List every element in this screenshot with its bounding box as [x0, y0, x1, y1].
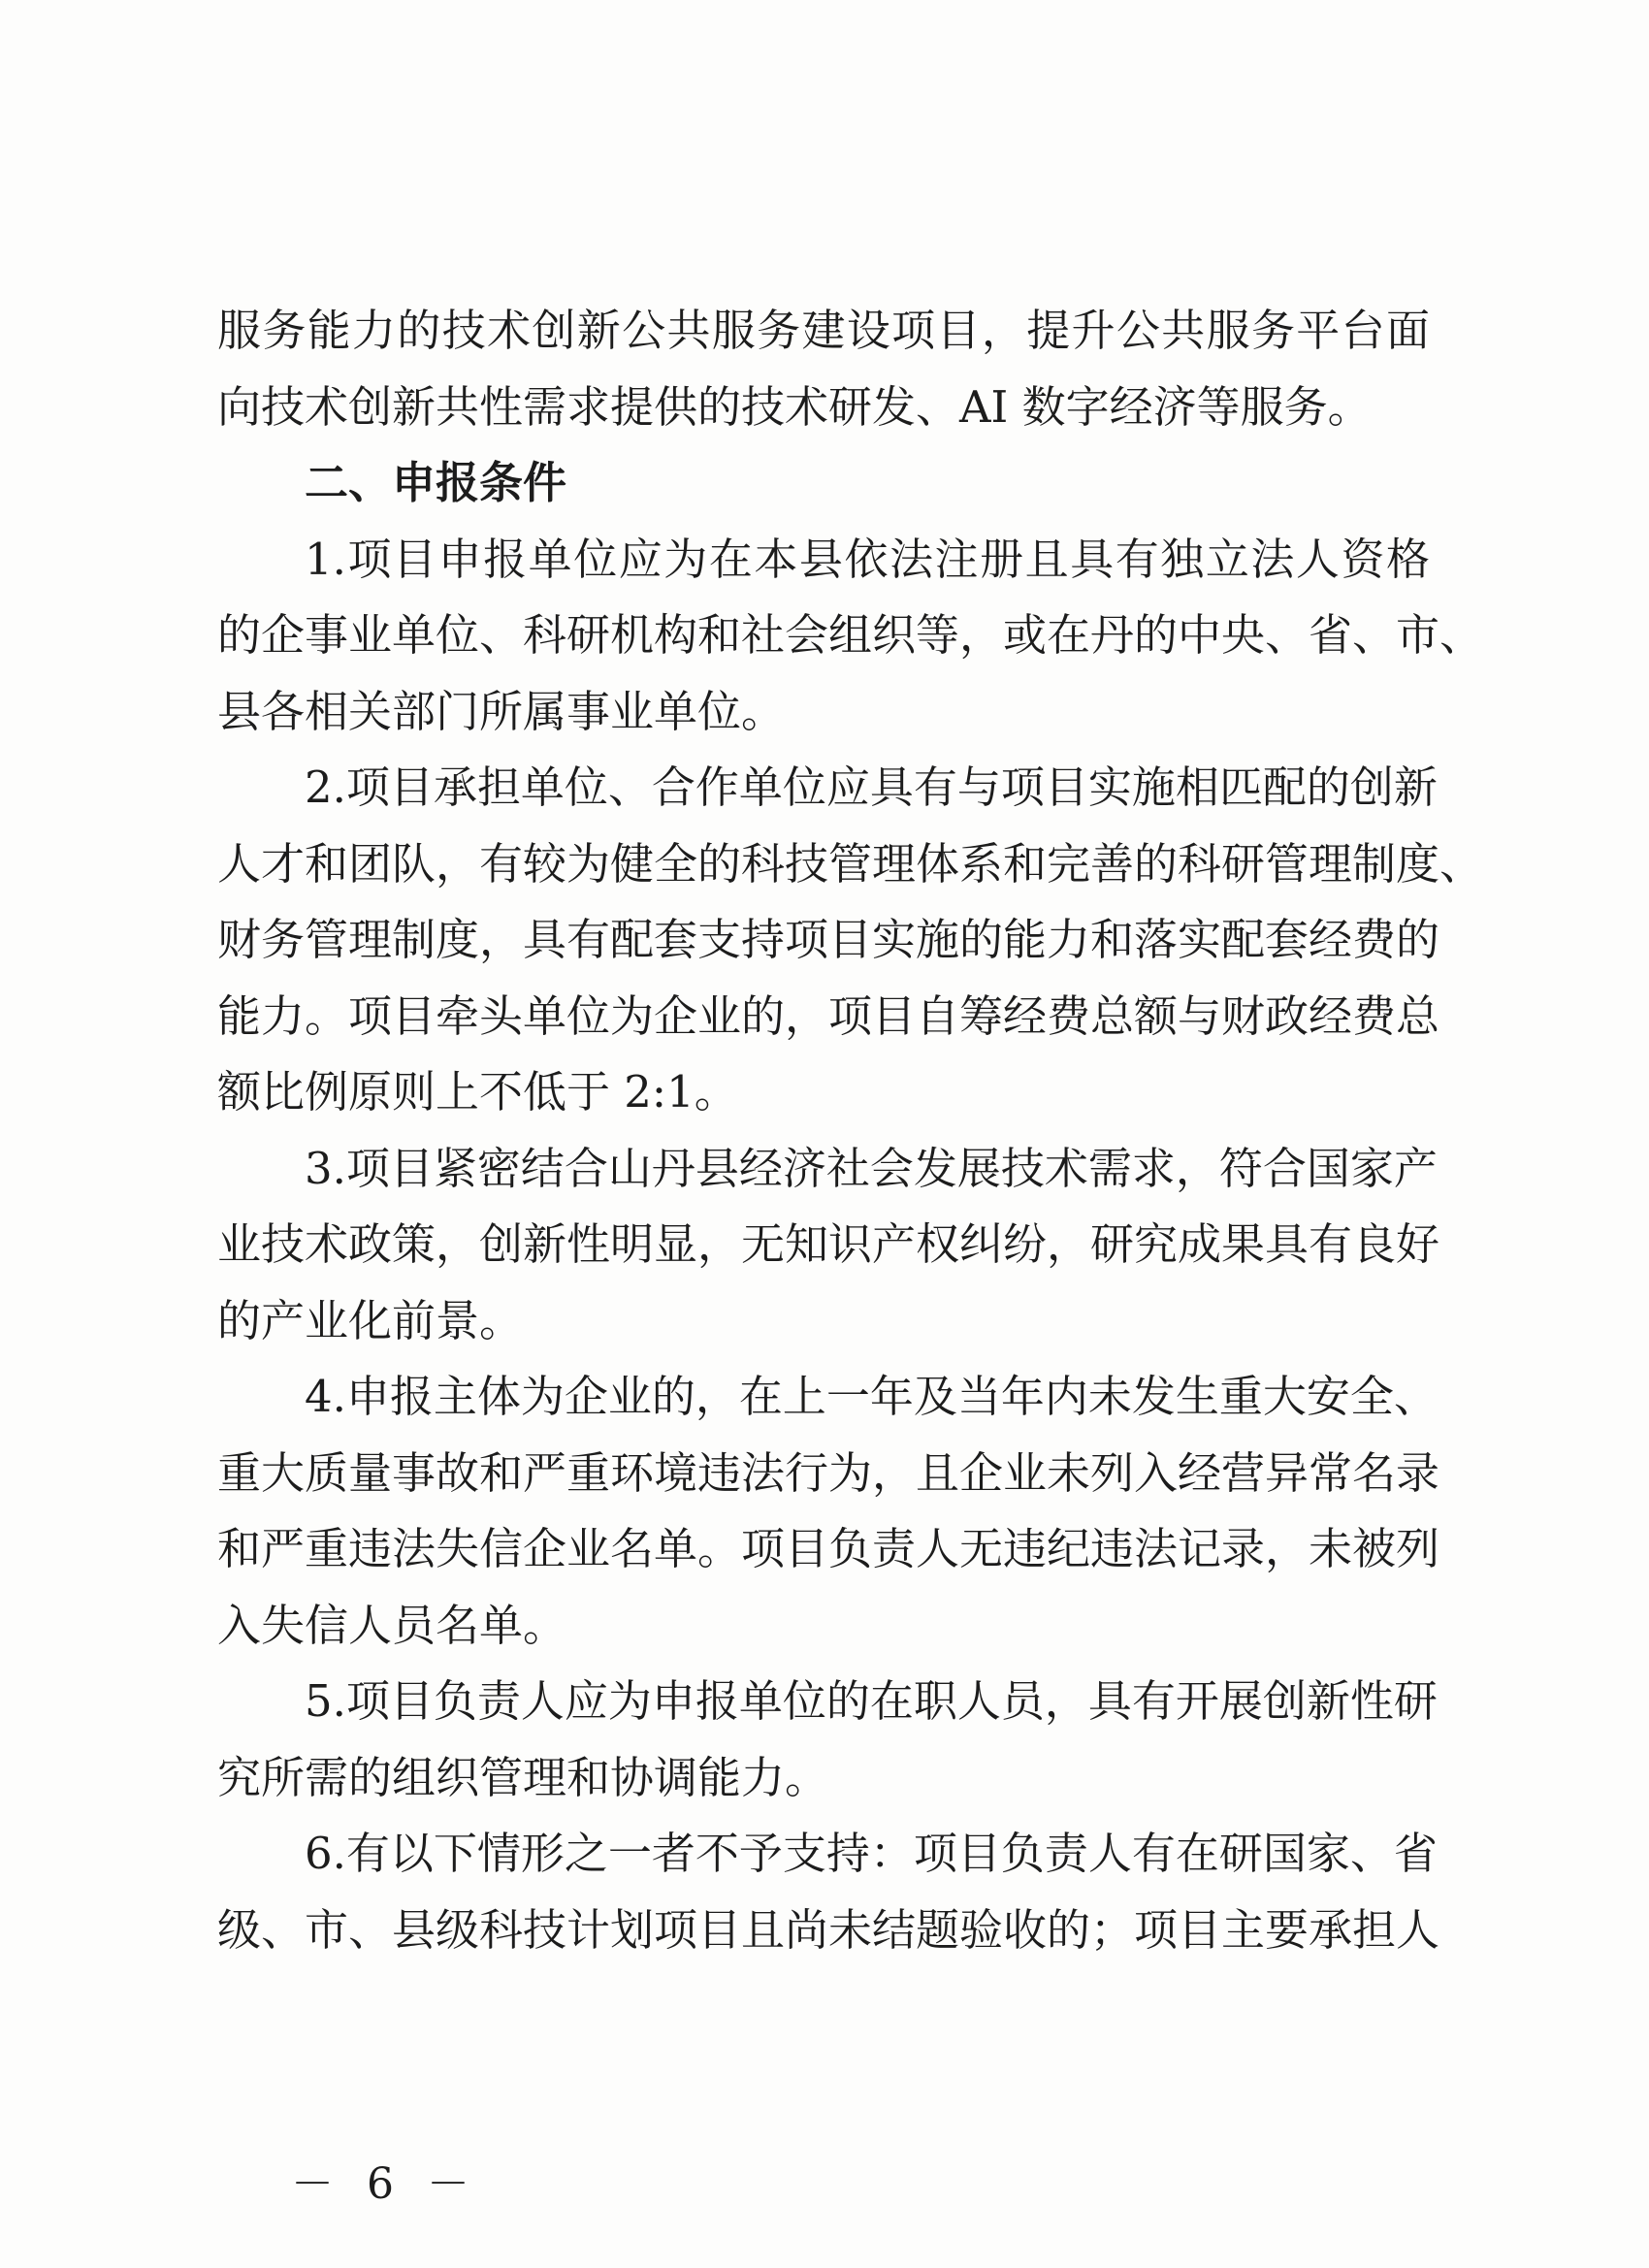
text-line: 3.项目紧密结合山丹县经济社会发展技术需求，符合国家产 — [305, 1142, 1438, 1194]
text-line: 和严重违法失信企业名单。项目负责人无违纪违法记录，未被列 — [217, 1523, 1440, 1574]
text-line: 人才和团队，有较为健全的科技管理体系和完善的科研管理制度、 — [217, 837, 1484, 890]
text-line: 的企事业单位、科研机构和社会组织等，或在丹的中央、省、市、 — [217, 609, 1484, 661]
text-line: 4.申报主体为企业的，在上一年及当年内未发生重大安全、 — [305, 1371, 1438, 1422]
text-line: 服务能力的技术创新公共服务建设项目，提升公共服务平台面 — [217, 305, 1430, 356]
text-line: 向技术创新共性需求提供的技术研发、AI 数字经济等服务。 — [217, 380, 1372, 433]
text-line: 级、市、县级科技计划项目且尚未结题验收的；项目主要承担人 — [217, 1903, 1440, 1956]
page-number: － 6 － — [291, 2159, 479, 2209]
text-line: 究所需的组织管理和协调能力。 — [217, 1751, 829, 1803]
text-line: 1.项目申报单位应为在本县依法注册且具有独立法人资格 — [305, 533, 1430, 585]
text-line: 的产业化前景。 — [217, 1294, 524, 1346]
document-body — [217, 293, 1484, 1968]
text-line: 6.有以下情形之一者不予支持：项目负责人有在研国家、省 — [305, 1828, 1438, 1879]
text-line: 财务管理制度，具有配套支持项目实施的能力和落实配套经费的 — [217, 914, 1440, 965]
text-line: 入失信人员名单。 — [217, 1599, 567, 1651]
text-line: 5.项目负责人应为申报单位的在职人员，具有开展创新性研 — [305, 1675, 1438, 1727]
text-line: 能力。项目牵头单位为企业的，项目自筹经费总额与财政经费总 — [217, 989, 1440, 1042]
text-line: 额比例原则上不低于 2:1。 — [217, 1066, 738, 1118]
text-line: 重大质量事故和严重环境违法行为，且企业未列入经营异常名录 — [217, 1446, 1440, 1499]
text-line: 2.项目承担单位、合作单位应具有与项目实施相匹配的创新 — [305, 761, 1438, 813]
text-line: 业技术政策，创新性明显，无知识产权纠纷，研究成果具有良好 — [217, 1218, 1440, 1270]
text-line: 县各相关部门所属事业单位。 — [217, 685, 786, 737]
section-heading: 二、申报条件 — [305, 457, 567, 508]
